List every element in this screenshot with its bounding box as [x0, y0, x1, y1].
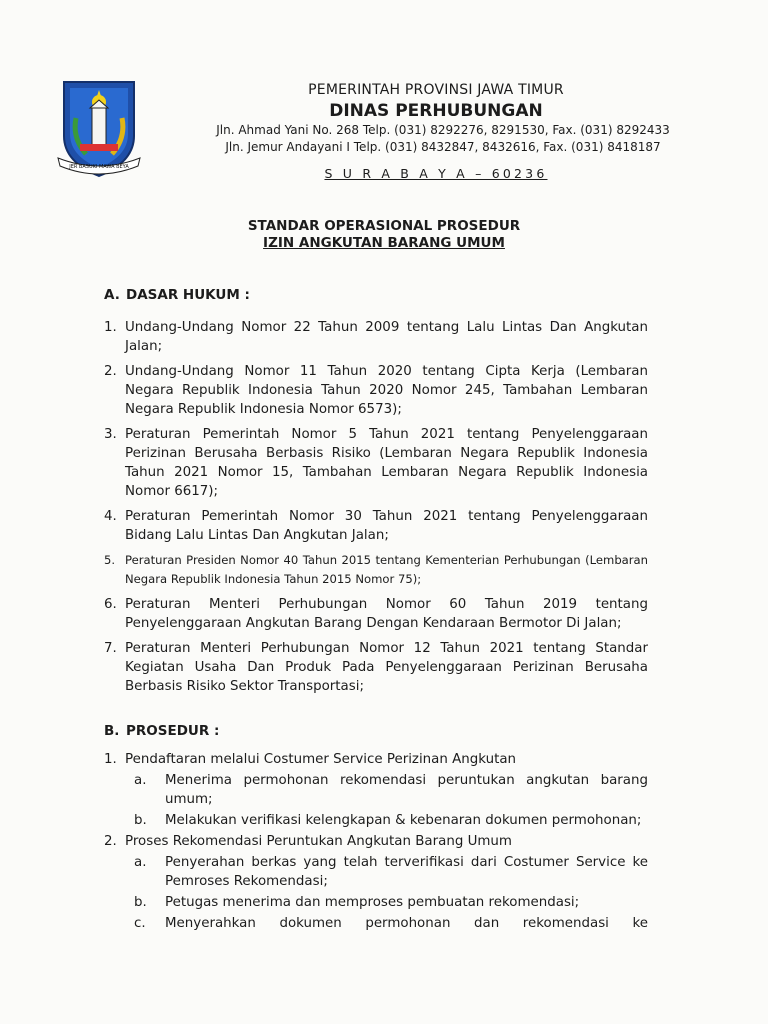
document-title: [0, 218, 768, 252]
legal-basis-list: [104, 318, 648, 702]
letterhead: [150, 80, 722, 183]
procedure-list: [104, 750, 648, 935]
procedure-substep: a. Menerima permohonan rekomendasi peruntukan angkutan barang umum;: [134, 773, 648, 807]
list-item: 3. Peraturan Pemerintah Nomor 5 Tahun 2021 tentang Penyelenggaraan Perizinan Berusaha Berbasis Risiko (Lembaran Negara Republik Indonesia Tahun 2021 Nomor 15, Tambahan Lembaran Negara Republik Indonesia Nomor 6617);: [104, 427, 648, 499]
list-item: 4. Peraturan Pemerintah Nomor 30 Tahun 2021 tentang Penyelenggaraan Bidang Lalu Lintas Dan Angkutan Jalan;: [104, 509, 648, 543]
coat-of-arms-icon: [56, 78, 142, 180]
procedure-substep: c. Menyerahkan dokumen permohonan dan rekomendasi ke: [134, 916, 648, 931]
procedure-step-1: 1. Pendaftaran melalui Costumer Service Perizinan Angkutan: [104, 752, 517, 767]
title-line-1: STANDAR OPERASIONAL PROSEDUR: [247, 218, 521, 234]
svg-text:JER BASUKI MAWA BEYA: JER BASUKI MAWA BEYA: [69, 164, 129, 170]
address-line-1: Jln. Ahmad Yani No. 268 Telp. (031) 8292276, 8291530, Fax. (031) 8292433: [216, 123, 670, 137]
department-name: DINAS PERHUBUNGAN: [329, 101, 543, 121]
procedure-step-2: 2. Proses Rekomendasi Peruntukan Angkutan Barang Umum: [104, 834, 512, 849]
section-b-heading: B. PROSEDUR :: [104, 723, 220, 739]
city-postcode: S U R A B A Y A – 60236: [324, 166, 548, 181]
address-line-2: Jln. Jemur Andayani I Telp. (031) 8432847, 8432616, Fax. (031) 8418187: [225, 140, 661, 154]
list-item: 2. Undang-Undang Nomor 11 Tahun 2020 tentang Cipta Kerja (Lembaran Negara Republik Indonesia Tahun 2020 Nomor 245, Tambahan Lembaran Negara Republik Indonesia Nomor 6573);: [104, 364, 648, 417]
procedure-substep: b. Melakukan verifikasi kelengkapan & kebenaran dokumen permohonan;: [134, 813, 642, 828]
section-a-heading: A. DASAR HUKUM :: [104, 287, 250, 303]
government-name: PEMERINTAH PROVINSI JAWA TIMUR: [308, 82, 564, 98]
procedure-substep: a. Penyerahan berkas yang telah terverifikasi dari Costumer Service ke Pemroses Rekomendasi;: [134, 855, 648, 889]
list-item: 7. Peraturan Menteri Perhubungan Nomor 12 Tahun 2021 tentang Standar Kegiatan Usaha Dan Produk Pada Penyelenggaraan Perizinan Berusaha Berbasis Risiko Sektor Transportasi;: [104, 641, 648, 694]
title-line-2: IZIN ANGKUTAN BARANG UMUM: [263, 235, 505, 251]
list-item: 1. Undang-Undang Nomor 22 Tahun 2009 tentang Lalu Lintas Dan Angkutan Jalan;: [104, 320, 648, 354]
procedure-substep: b. Petugas menerima dan memproses pembuatan rekomendasi;: [134, 895, 580, 910]
list-item: 6. Peraturan Menteri Perhubungan Nomor 60 Tahun 2019 tentang Penyelenggaraan Angkutan Barang Dengan Kendaraan Bermotor Di Jalan;: [104, 597, 648, 631]
list-item: 5. Peraturan Presiden Nomor 40 Tahun 2015 tentang Kementerian Perhubungan (Lembaran Negara Republik Indonesia Tahun 2015 Nomor 75);: [104, 553, 648, 586]
